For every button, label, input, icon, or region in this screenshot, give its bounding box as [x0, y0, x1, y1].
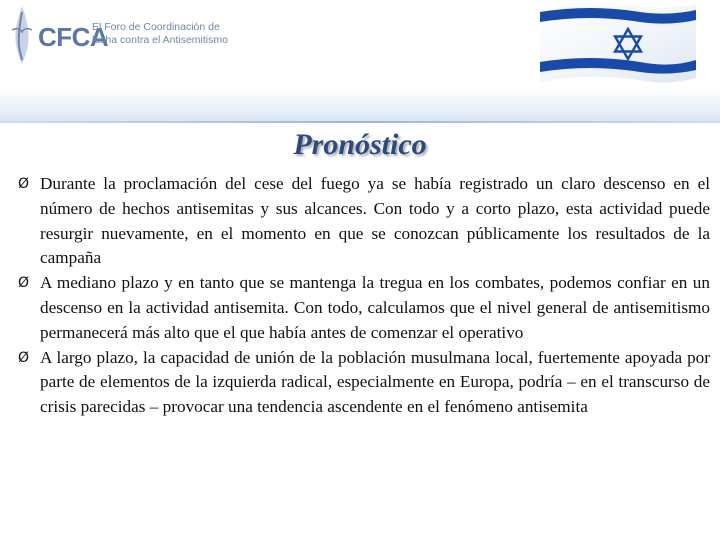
logo-subtitle-line-1: El Foro de Coordinación de: [92, 21, 220, 33]
logo-subtitle: [92, 21, 252, 47]
bullet-item: [18, 172, 710, 271]
bullet-text: A largo plazo, la capacidad de unión de la población musulmana local, fuertemente apoyada por parte de elementos de la izquierda radical, especialmente en Europa, podría – en el transcurso de crisis parecidas – provocar una tendencia ascendente en el fenómeno antisemita: [40, 347, 710, 417]
bullet-text: Durante la proclamación del cese del fuego ya se había registrado un claro descenso en el número de hechos antisemitas y sus alcances. Con todo y a corto plazo, esta actividad puede resurgir nuevamente, en el momento en que se conozcan públicamente los resultados de la campaña: [40, 174, 710, 268]
bullet-list: [18, 172, 710, 420]
cfca-logo-icon: [6, 4, 38, 66]
arrow-bullet-icon: Ø: [18, 176, 30, 192]
logo-text: CFCA: [38, 22, 109, 52]
slide-title: Pronóstico: [293, 128, 427, 161]
arrow-bullet-icon: Ø: [18, 349, 30, 366]
bullet-item: [18, 271, 710, 345]
slide-header: [0, 0, 720, 122]
arrow-bullet-icon: Ø: [18, 275, 30, 292]
bullet-item: [18, 346, 710, 420]
bullet-text: A mediano plazo y en tanto que se mantenga la tregua en los combates, podemos confiar en un descenso en la actividad antisemita. Con todo, calculamos que el nivel general de antisemitismo permanecerá más alto que el que había antes de comenzar el operativo: [40, 273, 710, 342]
israel-flag-icon: [530, 0, 700, 96]
header-divider: [0, 121, 720, 123]
logo-subtitle-line-2: lucha contra el Antisemitismo: [92, 34, 228, 46]
